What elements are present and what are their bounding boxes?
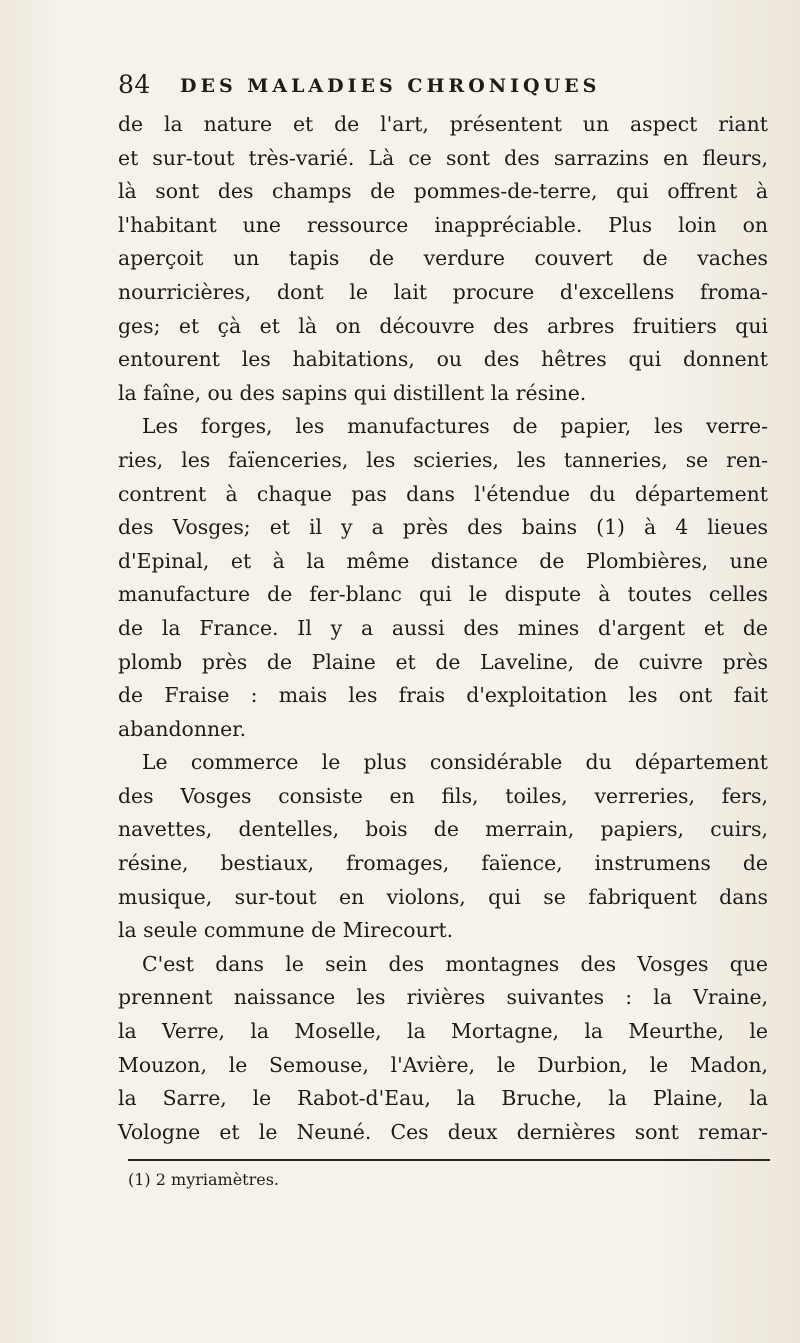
text-line: là sont des champs de pommes-de-terre, qui offrent à	[118, 179, 768, 204]
text-line: des Vosges; et il y a près des bains (1) à 4 lieues	[118, 515, 768, 540]
text-line: de la France. Il y a aussi des mines d'argent et de	[118, 615, 768, 640]
page-header	[118, 70, 738, 110]
text-line: navettes, dentelles, bois de merrain, papiers, cuirs,	[118, 817, 768, 842]
text-line: entourent les habitations, ou des hêtres qui donnent	[118, 347, 768, 372]
text-line: d'Epinal, et à la même distance de Plombières, une	[118, 548, 768, 573]
text-line: l'habitant une ressource inappréciable. Plus loin on	[118, 212, 768, 237]
text-line: résine, bestiaux, fromages, faïence, instrumens de	[118, 851, 768, 876]
text-line: contrent à chaque pas dans l'étendue du département	[118, 481, 768, 506]
footnote-rule	[128, 1159, 770, 1161]
paragraph-start-line: C'est dans le sein des montagnes des Vosges que	[142, 951, 768, 976]
text-line: aperçoit un tapis de verdure couvert de vaches	[118, 246, 768, 271]
paragraph-start-line: Le commerce le plus considérable du département	[142, 750, 768, 775]
text-line: de Fraise : mais les frais d'exploitation les ont fait	[118, 683, 768, 708]
footnote: (1) 2 myriamètres.	[128, 1170, 280, 1189]
text-line: plomb près de Plaine et de Laveline, de cuivre près	[118, 649, 768, 674]
text-line: Vologne et le Neuné. Ces deux dernières sont remar-	[118, 1119, 768, 1144]
text-line: manufacture de fer-blanc qui le dispute à toutes celles	[118, 582, 768, 607]
paragraph-start-line: Les forges, les manufactures de papier, les verre-	[142, 414, 768, 439]
text-line: la Verre, la Moselle, la Mortagne, la Meurthe, le	[118, 1019, 768, 1044]
running-title: DES MALADIES CHRONIQUES	[180, 75, 601, 97]
text-line: ges; et çà et là on découvre des arbres fruitiers qui	[118, 313, 768, 338]
text-line: musique, sur-tout en violons, qui se fabriquent dans	[118, 884, 768, 909]
text-line: et sur-tout très-varié. Là ce sont des sarrazins en fleurs,	[118, 145, 768, 170]
text-line: ries, les faïenceries, les scieries, les tanneries, se ren-	[118, 447, 768, 472]
body-text	[118, 108, 768, 1149]
page-number: 84	[118, 70, 151, 99]
text-line: de la nature et de l'art, présentent un aspect riant	[118, 112, 768, 136]
text-line: nourricières, dont le lait procure d'excellens froma-	[118, 279, 768, 304]
text-line: la seule commune de Mirecourt.	[118, 918, 454, 943]
text-line: la Sarre, le Rabot-d'Eau, la Bruche, la Plaine, la	[118, 1086, 768, 1111]
text-line: des Vosges consiste en fils, toiles, verreries, fers,	[118, 783, 768, 808]
text-line: Mouzon, le Semouse, l'Avière, le Durbion, le Madon,	[118, 1052, 768, 1077]
text-line: la faîne, ou des sapins qui distillent la résine.	[118, 380, 587, 405]
text-line: prennent naissance les rivières suivantes : la Vraine,	[118, 985, 768, 1010]
text-line: abandonner.	[118, 716, 247, 741]
